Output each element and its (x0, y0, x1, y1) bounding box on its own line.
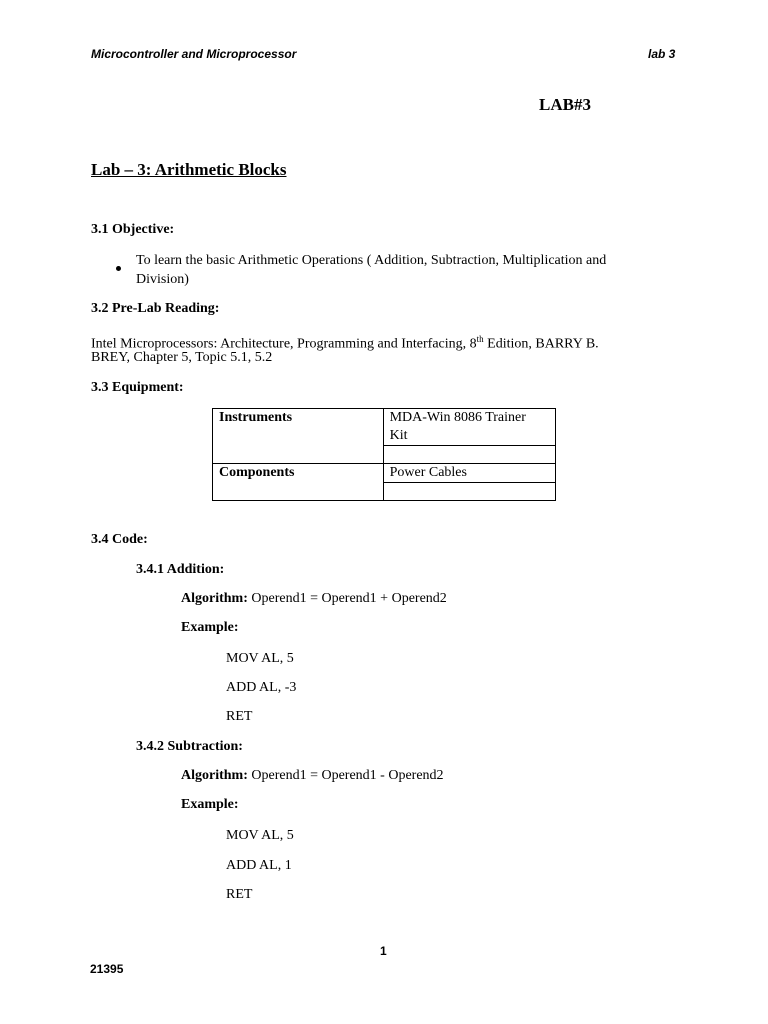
subtraction-algorithm-text: Operend1 = Operend1 - Operend2 (247, 768, 444, 783)
running-header-right: lab 3 (648, 47, 676, 61)
addition-code-line-2: ADD AL, -3 (226, 680, 297, 695)
lab-heading: LAB#3 (539, 95, 591, 114)
subtraction-code-line-3: RET (226, 887, 253, 902)
running-header-left: Microcontroller and Microprocessor (91, 47, 297, 61)
addition-heading: 3.4.1 Addition: (136, 562, 225, 577)
prelab-line1-text: Intel Microprocessors: Architecture, Programming and Interfacing, 8 (91, 336, 477, 352)
instruments-value-line2: Kit (389, 428, 408, 443)
subtraction-example-label: Example: (181, 797, 239, 812)
instruments-value-line1: MDA-Win 8086 Trainer (389, 410, 526, 425)
instruments-empty-cell (383, 446, 555, 464)
objective-bullet-line1: To learn the basic Arithmetic Operations ( Addition, Subtraction, Multiplication and (136, 253, 607, 268)
components-label: Components (213, 464, 384, 501)
addition-code-line-1: MOV AL, 5 (226, 651, 294, 666)
subtraction-algorithm-label: Algorithm: (181, 768, 248, 783)
table-row (213, 409, 556, 446)
objective-heading: 3.1 Objective: (91, 222, 175, 237)
page-title: Lab – 3: Arithmetic Blocks (91, 160, 287, 179)
addition-algorithm-text: Operend1 = Operend1 + Operend2 (247, 591, 447, 606)
addition-code-line-3: RET (226, 709, 253, 724)
subtraction-code-line-1: MOV AL, 5 (226, 828, 294, 843)
equipment-heading: 3.3 Equipment: (91, 380, 184, 395)
prelab-heading: 3.2 Pre-Lab Reading: (91, 301, 220, 316)
table-row (213, 464, 556, 483)
components-value: Power Cables (383, 464, 555, 483)
objective-bullet-line2: Division) (136, 272, 189, 287)
equipment-table (212, 408, 556, 501)
code-heading: 3.4 Code: (91, 532, 148, 547)
instruments-label: Instruments (213, 409, 384, 464)
bullet-icon (116, 258, 121, 276)
prelab-superscript: th (476, 334, 484, 344)
prelab-line2: BREY, Chapter 5, Topic 5.1, 5.2 (91, 350, 273, 365)
addition-example-label: Example: (181, 620, 239, 635)
components-empty-cell (383, 483, 555, 501)
addition-algorithm-label: Algorithm: (181, 591, 248, 606)
instruments-value (383, 409, 555, 446)
page-number: 1 (380, 944, 387, 958)
subtraction-heading: 3.4.2 Subtraction: (136, 739, 243, 754)
doc-id: 21395 (90, 962, 124, 976)
subtraction-code-line-2: ADD AL, 1 (226, 858, 292, 873)
prelab-line1-rest: Edition, BARRY B. (483, 336, 599, 352)
addition-algorithm (181, 590, 447, 608)
subtraction-algorithm (181, 767, 444, 785)
